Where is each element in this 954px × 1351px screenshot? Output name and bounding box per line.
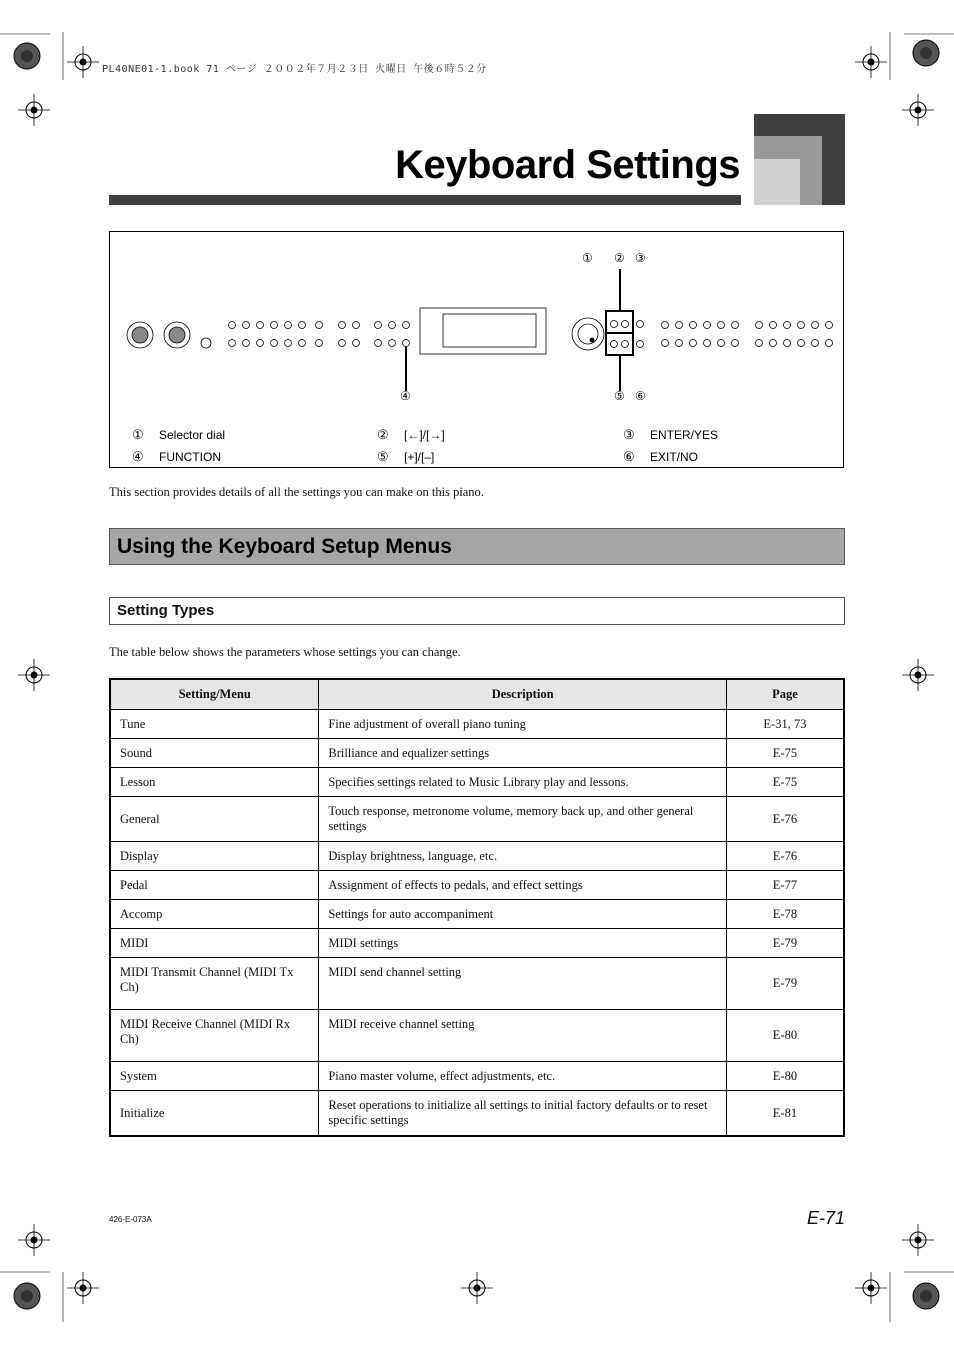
cell-description: Reset operations to initialize all settings to initial factory defaults or to reset specific settings bbox=[319, 1091, 727, 1137]
cell-description: MIDI receive channel setting bbox=[319, 1010, 727, 1062]
callout-3: ③ bbox=[635, 251, 646, 265]
section-heading-text: Using the Keyboard Setup Menus bbox=[117, 535, 452, 558]
cell-setting: Tune bbox=[110, 710, 319, 739]
table-row bbox=[110, 797, 844, 842]
header-page: Page bbox=[726, 679, 844, 710]
legend-num-5: ⑤ bbox=[377, 449, 389, 464]
cell-description: Display brightness, language, etc. bbox=[319, 842, 727, 871]
subsection-heading bbox=[109, 597, 845, 625]
table-row bbox=[110, 1091, 844, 1137]
table-row bbox=[110, 900, 844, 929]
cell-setting: Initialize bbox=[110, 1091, 319, 1137]
callout-1: ① bbox=[582, 251, 593, 265]
cell-setting: Sound bbox=[110, 739, 319, 768]
callout-2: ② bbox=[614, 251, 625, 265]
cell-page: E-79 bbox=[726, 958, 844, 1010]
settings-table bbox=[109, 678, 845, 1137]
header-setting: Setting/Menu bbox=[110, 679, 319, 710]
page-number: E-71 bbox=[807, 1208, 846, 1228]
title-decoration-light bbox=[754, 159, 800, 205]
callout-4: ④ bbox=[400, 389, 411, 403]
cell-page: E-81 bbox=[726, 1091, 844, 1137]
table-row bbox=[110, 768, 844, 797]
legend-label-3: ENTER/YES bbox=[650, 428, 719, 442]
cell-page: E-79 bbox=[726, 929, 844, 958]
table-intro: The table below shows the parameters whose settings you can change. bbox=[109, 645, 461, 659]
cell-setting: MIDI bbox=[110, 929, 319, 958]
cell-page: E-78 bbox=[726, 900, 844, 929]
cell-page: E-80 bbox=[726, 1010, 844, 1062]
page-title: Keyboard Settings bbox=[395, 143, 740, 187]
cell-description: MIDI send channel setting bbox=[319, 958, 727, 1010]
cell-description: MIDI settings bbox=[319, 929, 727, 958]
table-row bbox=[110, 739, 844, 768]
cell-setting: MIDI Receive Channel (MIDI Rx Ch) bbox=[110, 1010, 319, 1062]
table-row bbox=[110, 842, 844, 871]
cell-setting: General bbox=[110, 797, 319, 842]
legend-label-6: EXIT/NO bbox=[650, 450, 699, 464]
subsection-heading-text: Setting Types bbox=[117, 602, 215, 619]
footer-code: 426-E-073A bbox=[109, 1215, 152, 1224]
cell-setting: Pedal bbox=[110, 871, 319, 900]
table-row bbox=[110, 1010, 844, 1062]
table-row bbox=[110, 871, 844, 900]
cell-description: Assignment of effects to pedals, and effect settings bbox=[319, 871, 727, 900]
legend-num-2: ② bbox=[377, 427, 389, 442]
cell-setting: Accomp bbox=[110, 900, 319, 929]
cell-description: Touch response, metronome volume, memory back up, and other general settings bbox=[319, 797, 727, 842]
legend-label-1: Selector dial bbox=[159, 428, 226, 442]
legend-num-3: ③ bbox=[623, 427, 635, 442]
cell-description: Brilliance and equalizer settings bbox=[319, 739, 727, 768]
header-description: Description bbox=[319, 679, 727, 710]
section-heading bbox=[109, 528, 845, 565]
control-panel-figure bbox=[109, 231, 844, 468]
cell-page: E-75 bbox=[726, 739, 844, 768]
cell-description: Specifies settings related to Music Library play and lessons. bbox=[319, 768, 727, 797]
cell-description: Settings for auto accompaniment bbox=[319, 900, 727, 929]
cell-page: E-76 bbox=[726, 842, 844, 871]
legend-num-6: ⑥ bbox=[623, 449, 635, 464]
print-header: PL40NE01-1.book 71 ページ ２００２年７月２３日 火曜日 午後６時５２分 bbox=[102, 64, 487, 75]
cell-setting: MIDI Transmit Channel (MIDI Tx Ch) bbox=[110, 958, 319, 1010]
callout-6: ⑥ bbox=[635, 389, 646, 403]
cell-page: E-31, 73 bbox=[726, 710, 844, 739]
cell-page: E-77 bbox=[726, 871, 844, 900]
legend-num-4: ④ bbox=[132, 449, 144, 464]
legend-num-1: ① bbox=[132, 427, 144, 442]
cell-page: E-76 bbox=[726, 797, 844, 842]
table-row bbox=[110, 710, 844, 739]
section-intro: This section provides details of all the settings you can make on this piano. bbox=[109, 485, 484, 499]
table-row bbox=[110, 958, 844, 1010]
table-row bbox=[110, 1062, 844, 1091]
callout-5: ⑤ bbox=[614, 389, 625, 403]
title-underline-bar bbox=[109, 195, 741, 205]
cell-setting: Display bbox=[110, 842, 319, 871]
legend-label-5: [+]/[–] bbox=[404, 450, 435, 464]
cell-setting: System bbox=[110, 1062, 319, 1091]
legend-label-2: [←]/[→] bbox=[404, 428, 445, 442]
cell-description: Fine adjustment of overall piano tuning bbox=[319, 710, 727, 739]
cell-page: E-80 bbox=[726, 1062, 844, 1091]
cell-page: E-75 bbox=[726, 768, 844, 797]
table-header-row bbox=[110, 679, 844, 710]
cell-description: Piano master volume, effect adjustments, etc. bbox=[319, 1062, 727, 1091]
cell-setting: Lesson bbox=[110, 768, 319, 797]
legend-label-4: FUNCTION bbox=[159, 450, 221, 464]
table-row bbox=[110, 929, 844, 958]
